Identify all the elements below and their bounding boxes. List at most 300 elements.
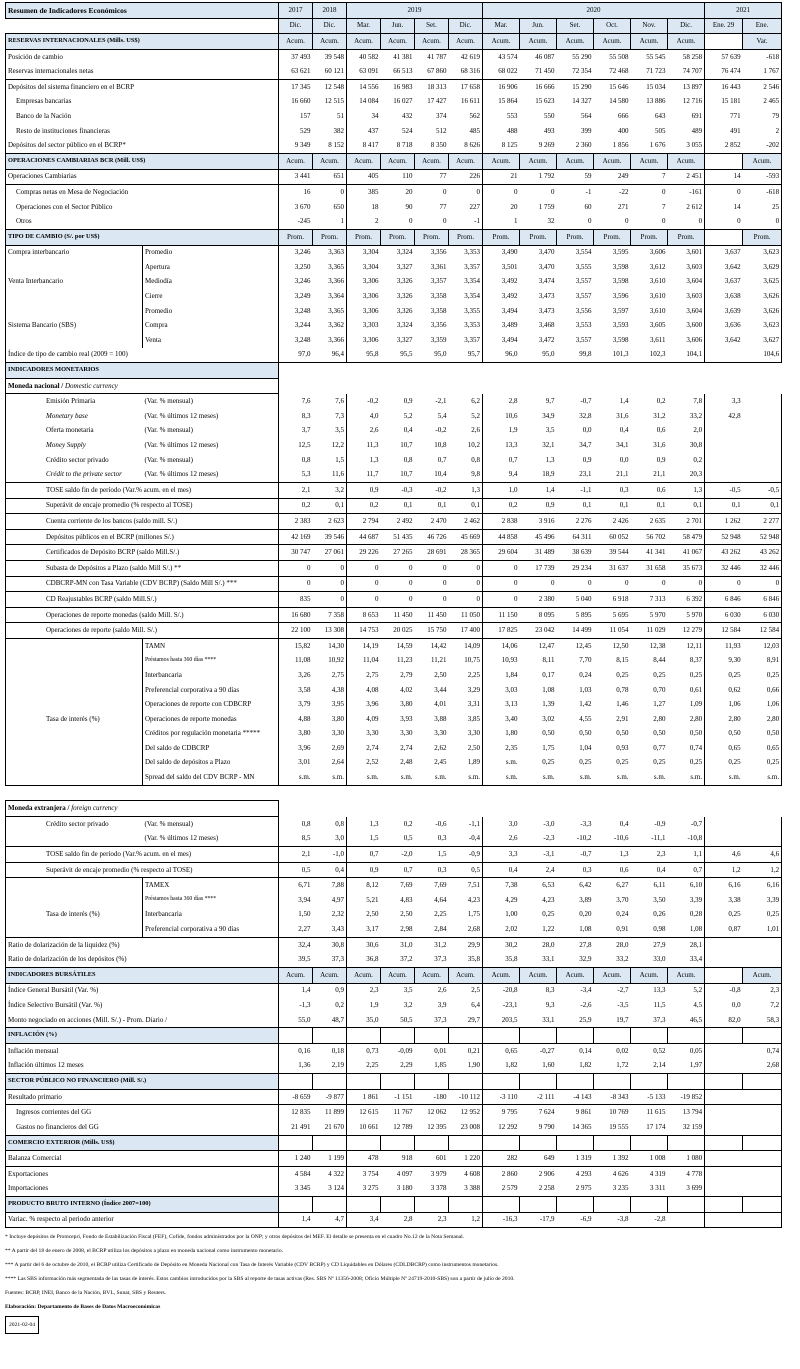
data-row bbox=[6, 576, 782, 592]
value-cell: 0,25 bbox=[689, 758, 703, 767]
value-cell: 110 bbox=[402, 172, 413, 181]
value-cell: 0 bbox=[415, 592, 449, 608]
value-cell: 101,3 bbox=[594, 348, 631, 363]
period-header: Nov. bbox=[631, 18, 668, 34]
value-cell: 0,9 bbox=[347, 862, 381, 878]
value-cell: 437 bbox=[347, 124, 381, 139]
value-cell: 28 365 bbox=[449, 545, 483, 561]
data-row bbox=[6, 95, 782, 110]
value-cell: 0,1 bbox=[668, 498, 705, 514]
value-cell bbox=[705, 817, 743, 832]
value-cell bbox=[705, 1089, 743, 1105]
value-cell: 0 bbox=[668, 576, 705, 592]
value-cell: 30,2 bbox=[483, 937, 520, 952]
value-cell: 1,2 bbox=[705, 862, 743, 878]
value-cell: 2 470 bbox=[415, 514, 449, 530]
value-cell: 41 787 bbox=[427, 52, 447, 61]
value-cell: 3,79 bbox=[279, 697, 313, 712]
section-header bbox=[6, 153, 782, 169]
value-cell: -2,1 bbox=[435, 396, 447, 405]
value-cell: 3,366 bbox=[328, 277, 345, 286]
unit-header bbox=[347, 1135, 381, 1151]
value-cell: 3,605 bbox=[649, 321, 666, 330]
value-cell: 0,9 bbox=[520, 498, 557, 514]
value-cell: 3,30 bbox=[347, 727, 381, 742]
value-cell: 12 584 bbox=[743, 623, 782, 639]
value-cell: 12,5 bbox=[279, 438, 313, 453]
value-cell: 5,2 bbox=[693, 986, 703, 995]
value-cell: 0,1 bbox=[631, 498, 668, 514]
unit-header: Acum. bbox=[631, 968, 668, 984]
value-cell: 0,65 bbox=[483, 1043, 520, 1058]
value-cell: 2,69 bbox=[331, 743, 345, 752]
value-cell: 5,3 bbox=[279, 467, 313, 482]
value-cell: s.m. bbox=[743, 770, 782, 785]
value-cell: 3,606 bbox=[649, 248, 666, 257]
value-cell: 37 493 bbox=[279, 49, 313, 64]
value-cell: 0,4 bbox=[619, 819, 629, 828]
rate-label: Operaciones de reporte con CDBCRP bbox=[143, 697, 279, 712]
value-cell: 11 450 bbox=[415, 607, 449, 623]
value-cell: 6 846 bbox=[743, 592, 782, 608]
value-cell: 10,7 bbox=[400, 441, 413, 450]
row-label: Balanza Comercial bbox=[6, 1151, 279, 1167]
value-cell: 39 548 bbox=[324, 52, 345, 61]
section-title: COMERCIO EXTERIOR (Mills. US$) bbox=[6, 1135, 279, 1151]
value-cell: -0,2 bbox=[347, 394, 381, 409]
value-cell: 14 084 bbox=[347, 95, 381, 110]
value-cell: 3,304 bbox=[347, 260, 381, 275]
value-cell: 2,3 bbox=[415, 1212, 449, 1228]
value-cell: 1,4 bbox=[520, 483, 557, 499]
value-cell: 28 691 bbox=[415, 545, 449, 561]
value-cell: 0,74 bbox=[743, 1043, 782, 1058]
unit-header bbox=[483, 1028, 520, 1044]
value-cell: 3,40 bbox=[483, 712, 520, 727]
value-cell: 17 400 bbox=[449, 623, 483, 639]
value-cell: 0,16 bbox=[279, 1043, 313, 1058]
value-cell: 0,65 bbox=[743, 741, 782, 756]
subsection-label-en: foreign currency bbox=[71, 804, 118, 813]
value-cell: -593 bbox=[743, 169, 782, 185]
value-cell: 11 029 bbox=[631, 623, 668, 639]
value-cell: 0,02 bbox=[616, 1046, 629, 1055]
value-cell: 491 bbox=[705, 124, 743, 139]
value-cell: 2 794 bbox=[347, 514, 381, 530]
value-cell: 99,8 bbox=[557, 348, 594, 363]
value-cell: -11,1 bbox=[651, 834, 666, 843]
value-cell: 3,39 bbox=[743, 893, 782, 908]
value-cell: 30,8 bbox=[313, 937, 347, 952]
value-cell: 10,75 bbox=[464, 656, 481, 665]
value-cell: 0,28 bbox=[689, 910, 703, 919]
value-cell: 76 474 bbox=[705, 64, 743, 79]
value-cell: 550 bbox=[544, 111, 555, 120]
value-cell: 3,611 bbox=[650, 335, 666, 344]
value-cell: 28,0 bbox=[520, 937, 557, 952]
value-cell: -0,6 bbox=[435, 819, 447, 828]
value-cell: 7,51 bbox=[449, 878, 483, 893]
value-cell: 7,2 bbox=[743, 998, 782, 1013]
value-cell: 1 767 bbox=[743, 64, 782, 79]
value-cell bbox=[705, 1120, 743, 1135]
value-cell: 432 bbox=[402, 111, 413, 120]
rate-row bbox=[6, 697, 782, 712]
row-sublabel: Promedio bbox=[143, 245, 279, 260]
value-cell: 31 658 bbox=[631, 560, 668, 576]
value-cell: 3,354 bbox=[464, 292, 481, 301]
value-cell: -0,5 bbox=[705, 483, 743, 499]
data-row bbox=[6, 832, 782, 847]
value-cell: 0,01 bbox=[434, 1046, 447, 1055]
value-cell: 0,0 bbox=[705, 998, 743, 1013]
value-cell: 36,8 bbox=[347, 952, 381, 967]
unit-header bbox=[449, 1135, 483, 1151]
period-header: Dic. bbox=[313, 18, 347, 34]
unit-header bbox=[347, 1074, 381, 1090]
value-cell: 0 bbox=[449, 592, 483, 608]
unit-header: Acum. bbox=[449, 34, 483, 50]
section-title: OPERACIONES CAMBIARIAS BCR (Mill. US$) bbox=[6, 153, 279, 169]
value-cell: 11 450 bbox=[381, 607, 415, 623]
value-cell: 0 bbox=[557, 576, 594, 592]
value-cell: 12,03 bbox=[743, 638, 782, 653]
value-cell: 7,6 bbox=[335, 396, 345, 405]
value-cell: 3,353 bbox=[464, 248, 481, 257]
value-cell: 0 bbox=[743, 576, 782, 592]
value-cell: 55,0 bbox=[279, 1013, 313, 1028]
value-cell: 3,637 bbox=[705, 245, 743, 260]
value-cell: 6 918 bbox=[594, 592, 631, 608]
value-cell: 3,96 bbox=[347, 697, 381, 712]
value-cell: 0,14 bbox=[579, 1046, 592, 1055]
value-cell bbox=[743, 952, 782, 967]
rate-row bbox=[6, 668, 782, 683]
value-cell: 3,494 bbox=[483, 304, 520, 319]
value-cell: 52 948 bbox=[743, 529, 782, 545]
value-cell bbox=[705, 1212, 743, 1228]
value-cell: 3,3 bbox=[705, 394, 743, 409]
unit-header: Acum. bbox=[483, 153, 520, 169]
value-cell: 27,9 bbox=[631, 937, 668, 952]
value-cell: 2,25 bbox=[467, 670, 481, 679]
unit-header: Acum. bbox=[483, 968, 520, 984]
value-cell: 3,94 bbox=[279, 893, 313, 908]
value-cell: 14,06 bbox=[483, 638, 520, 653]
rate-label: Spread del saldo del CDV BCRP - MN bbox=[143, 770, 279, 785]
row-label: Compra interbancario bbox=[6, 245, 143, 260]
value-cell: 1,4 bbox=[279, 1212, 313, 1228]
value-cell: 6,27 bbox=[594, 878, 631, 893]
row-label: Depósitos públicos en el BCRP (millones S/.) bbox=[6, 529, 279, 545]
unit-header bbox=[381, 1074, 415, 1090]
value-cell: 3,366 bbox=[328, 335, 345, 344]
value-cell: 12 716 bbox=[682, 97, 703, 106]
value-cell: 0,50 bbox=[653, 729, 666, 738]
data-row bbox=[6, 1089, 782, 1105]
value-cell: 0,74 bbox=[689, 743, 703, 752]
value-cell: 3 441 bbox=[279, 169, 313, 185]
value-cell: 0,62 bbox=[705, 683, 743, 698]
value-cell: s.m. bbox=[381, 770, 415, 785]
value-cell: 0,5 bbox=[449, 862, 483, 878]
value-cell: 3,250 bbox=[279, 260, 313, 275]
row-sublabel: Venta bbox=[143, 333, 279, 348]
value-cell: 77 bbox=[439, 202, 447, 211]
value-cell: 0,0 bbox=[619, 455, 629, 464]
value-cell: 0,8 bbox=[335, 819, 345, 828]
row-sublabel: Apertura bbox=[143, 260, 279, 275]
value-cell: 10,93 bbox=[483, 654, 520, 669]
value-cell: 6,10 bbox=[668, 878, 705, 893]
value-cell: 1,08 bbox=[542, 685, 555, 694]
value-cell: 0,25 bbox=[689, 670, 703, 679]
value-cell: 0 bbox=[705, 576, 743, 592]
value-cell: 9 795 bbox=[483, 1105, 520, 1120]
value-cell: 3,304 bbox=[347, 245, 381, 260]
value-cell: 7,3 bbox=[335, 411, 345, 420]
value-cell: 11,7 bbox=[347, 467, 381, 482]
row-label: TOSE saldo fin de período (Var.% acum. en el mes) bbox=[6, 483, 279, 499]
value-cell: 63 621 bbox=[279, 64, 313, 79]
value-cell: 3,494 bbox=[483, 333, 520, 348]
value-cell: 58 258 bbox=[682, 52, 703, 61]
row-label: Operaciones de reporte monedas (saldo Mill. S/.) bbox=[6, 607, 279, 623]
value-cell: 2 277 bbox=[743, 514, 782, 530]
unit-header: Acum. bbox=[743, 153, 782, 169]
value-cell: 8,15 bbox=[616, 656, 629, 665]
value-cell: 7,69 bbox=[381, 878, 415, 893]
value-cell: -2,8 bbox=[631, 1212, 668, 1228]
value-cell: 40 582 bbox=[347, 49, 381, 64]
value-cell: 3,362 bbox=[328, 321, 345, 330]
value-cell: 3,324 bbox=[396, 321, 413, 330]
value-cell: 3,30 bbox=[331, 729, 345, 738]
row-label: Monto negociado en acciones (Mill. S/.) - Prom. Diario / bbox=[6, 1013, 279, 1028]
value-cell: 0,25 bbox=[705, 756, 743, 771]
value-cell: 11 899 bbox=[313, 1105, 347, 1120]
year-header: 2020 bbox=[483, 3, 705, 19]
data-row bbox=[6, 560, 782, 576]
unit-header bbox=[705, 153, 743, 169]
period-header: Jun. bbox=[381, 18, 415, 34]
value-cell: 3,642 bbox=[705, 260, 743, 275]
value-cell: 3,598 bbox=[612, 335, 629, 344]
value-cell: 29 234 bbox=[557, 560, 594, 576]
value-cell: -3,0 bbox=[543, 819, 555, 828]
value-cell: 3,357 bbox=[430, 277, 447, 286]
value-cell: 6,71 bbox=[279, 878, 313, 893]
unit-header: Var. bbox=[743, 34, 782, 50]
unit-header bbox=[415, 1135, 449, 1151]
value-cell: 529 bbox=[279, 124, 313, 139]
unit-header bbox=[705, 1196, 743, 1212]
value-cell: 72 468 bbox=[609, 67, 629, 76]
unit-header: Acum. bbox=[557, 153, 594, 169]
value-cell: 3,557 bbox=[575, 292, 592, 301]
value-cell: 17 427 bbox=[427, 97, 447, 106]
value-cell: s.m. bbox=[483, 770, 520, 785]
unit-header: Acum. bbox=[313, 153, 347, 169]
value-cell: 2,80 bbox=[705, 712, 743, 727]
period-header: Mar. bbox=[483, 18, 520, 34]
row-label: CD Reajustables BCRP (saldo Mill.S/.) bbox=[6, 592, 279, 608]
value-cell: 4 778 bbox=[668, 1166, 705, 1181]
value-cell: 16 bbox=[279, 185, 313, 200]
value-cell bbox=[705, 1151, 743, 1167]
value-cell: 0,25 bbox=[743, 908, 782, 923]
value-cell: 2 546 bbox=[743, 79, 782, 94]
value-cell: 3,598 bbox=[612, 262, 629, 271]
value-cell: 3,95 bbox=[331, 700, 345, 709]
value-cell: 0 bbox=[520, 576, 557, 592]
value-cell: 60 052 bbox=[594, 529, 631, 545]
rate-group-label bbox=[6, 638, 143, 653]
value-cell: -10,2 bbox=[576, 834, 592, 843]
value-cell: 0,98 bbox=[653, 925, 666, 934]
value-cell: 4 584 bbox=[279, 1166, 313, 1181]
value-cell: 31,2 bbox=[415, 937, 449, 952]
value-cell: 29,9 bbox=[449, 937, 483, 952]
value-cell: 0,9 bbox=[403, 396, 413, 405]
value-cell: 32 446 bbox=[705, 560, 743, 576]
value-cell bbox=[743, 1120, 782, 1135]
value-cell: 3,326 bbox=[396, 277, 413, 286]
value-cell: 10 769 bbox=[594, 1105, 631, 1120]
unit-header bbox=[313, 1196, 347, 1212]
value-cell: 4 322 bbox=[313, 1166, 347, 1181]
value-cell: 60 121 bbox=[324, 67, 345, 76]
data-row bbox=[6, 214, 782, 229]
value-cell: 7 358 bbox=[313, 607, 347, 623]
value-cell: 29,7 bbox=[449, 1013, 483, 1028]
value-cell: 46 087 bbox=[535, 52, 555, 61]
value-cell: 3,492 bbox=[483, 289, 520, 304]
value-cell: 42 169 bbox=[279, 529, 313, 545]
value-cell: 3,556 bbox=[575, 306, 592, 315]
section-header bbox=[6, 1074, 782, 1090]
row-sublabel: (Var. % últimos 12 meses) bbox=[143, 409, 279, 424]
value-cell: -0,9 bbox=[449, 847, 483, 863]
value-cell: 385 bbox=[347, 185, 381, 200]
unit-header bbox=[631, 1028, 668, 1044]
value-cell: 12,11 bbox=[668, 638, 705, 653]
value-cell: s.m. bbox=[313, 770, 347, 785]
value-cell: 2,8 bbox=[483, 394, 520, 409]
value-cell: 3,468 bbox=[538, 321, 555, 330]
value-cell: 12 548 bbox=[313, 79, 347, 94]
value-cell: -202 bbox=[743, 138, 782, 153]
year-header: 2017 bbox=[279, 3, 313, 19]
value-cell: -618 bbox=[743, 185, 782, 200]
unit-header bbox=[668, 1074, 705, 1090]
row-label: Empresas bancarias bbox=[6, 95, 279, 110]
row-label: Depósitos del sistema financiero en el BCRP bbox=[6, 79, 279, 94]
value-cell: 66 513 bbox=[393, 67, 413, 76]
rate-group-label: Tasa de interés (%) bbox=[6, 908, 143, 923]
footnotes bbox=[5, 1230, 780, 1334]
value-cell: 3 345 bbox=[279, 1181, 313, 1196]
value-cell: 1,04 bbox=[579, 743, 592, 752]
value-cell: 12 062 bbox=[415, 1105, 449, 1120]
indicators-table bbox=[5, 2, 782, 1228]
unit-header: Prom. bbox=[594, 229, 631, 245]
data-row bbox=[6, 817, 782, 832]
value-cell: 2,75 bbox=[331, 670, 345, 679]
value-cell: 2,64 bbox=[331, 758, 345, 767]
value-cell: 3,604 bbox=[686, 306, 703, 315]
value-cell: 3,606 bbox=[686, 335, 703, 344]
value-cell: 2,80 bbox=[653, 714, 666, 723]
row-label: Banco de la Nación bbox=[6, 109, 279, 124]
value-cell: 2,6 bbox=[347, 424, 381, 439]
value-cell: 553 bbox=[483, 109, 520, 124]
unit-header: Acum. bbox=[449, 153, 483, 169]
value-cell: 505 bbox=[655, 126, 666, 135]
value-cell: 2,50 bbox=[434, 670, 447, 679]
value-cell: 3,17 bbox=[347, 922, 381, 937]
rate-row bbox=[6, 741, 782, 756]
value-cell: 3,364 bbox=[328, 292, 345, 301]
value-cell: 48,7 bbox=[313, 1013, 347, 1028]
value-cell: -10 112 bbox=[458, 1092, 481, 1101]
value-cell: 157 bbox=[279, 109, 313, 124]
value-cell: 2 492 bbox=[381, 514, 415, 530]
value-cell: 4,23 bbox=[467, 895, 481, 904]
value-cell: 691 bbox=[691, 111, 703, 120]
value-cell: 3,356 bbox=[430, 248, 447, 257]
spacer bbox=[6, 785, 782, 801]
unit-header: Prom. bbox=[631, 229, 668, 245]
value-cell: 37,3 bbox=[415, 1013, 449, 1028]
unit-header: Acum. bbox=[520, 968, 557, 984]
unit-header bbox=[594, 1196, 631, 1212]
value-cell: 4,23 bbox=[542, 895, 555, 904]
value-cell: 650 bbox=[333, 202, 345, 211]
period-header: Jun. bbox=[520, 18, 557, 34]
row-label bbox=[6, 333, 143, 348]
period-header: Dic. bbox=[279, 18, 313, 34]
value-cell: 7,88 bbox=[313, 878, 347, 893]
value-cell: s.m. bbox=[668, 770, 705, 785]
value-cell bbox=[743, 424, 782, 439]
rate-label: TAMN bbox=[143, 638, 279, 653]
value-cell: 0,25 bbox=[653, 670, 666, 679]
value-cell: 14 bbox=[705, 200, 743, 215]
value-cell: 10,92 bbox=[328, 656, 345, 665]
value-cell: -0,09 bbox=[397, 1046, 413, 1055]
value-cell: 55 545 bbox=[646, 52, 666, 61]
value-cell: 1 856 bbox=[594, 138, 631, 153]
unit-header bbox=[631, 1135, 668, 1151]
value-cell: 1 861 bbox=[347, 1089, 381, 1105]
value-cell: 14 365 bbox=[557, 1120, 594, 1135]
value-cell: 0,6 bbox=[594, 862, 631, 878]
value-cell: 13 308 bbox=[313, 623, 347, 639]
row-label: Índice de tipo de cambio real (2009 = 100) bbox=[6, 348, 279, 363]
value-cell: 1,1 bbox=[668, 847, 705, 863]
value-cell: 18 bbox=[347, 200, 381, 215]
value-cell: 0,50 bbox=[542, 729, 555, 738]
value-cell: -3,8 bbox=[594, 1212, 631, 1228]
value-cell: 0 bbox=[381, 592, 415, 608]
value-cell: 2,98 bbox=[400, 925, 413, 934]
data-row bbox=[6, 245, 782, 260]
value-cell: 104,1 bbox=[668, 348, 705, 363]
value-cell: 7,6 bbox=[279, 394, 313, 409]
value-cell: 835 bbox=[279, 592, 313, 608]
value-cell: -3,5 bbox=[617, 1000, 629, 1009]
